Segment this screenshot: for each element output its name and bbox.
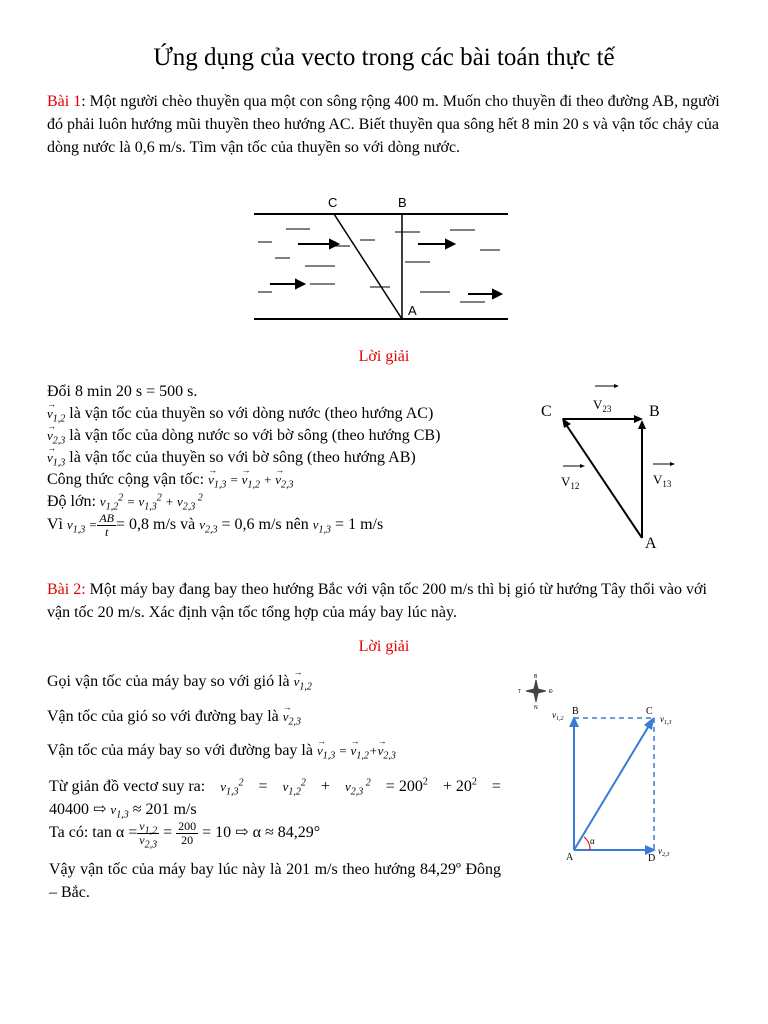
river-label-b: B (398, 195, 407, 210)
svg-text:Đ: Đ (549, 689, 553, 695)
bai1-line1: Đổi 8 min 20 s = 500 s. (47, 383, 198, 400)
current-arrows (270, 240, 501, 298)
bai2-line6: Vậy vận tốc của máy bay lúc này là 201 m/s theo hướng 84,29º Đông – Bắc. (49, 861, 501, 901)
river-label-c: C (328, 195, 338, 210)
bai2-line1: Gọi vận tốc của máy bay so với gió là → $v_{1,2}$ (47, 670, 312, 693)
water-dashes (258, 229, 500, 302)
label-v12: $V_{12}$ (561, 474, 580, 491)
bai1-text: : Một người chèo thuyền qua một con sông rộng 400 m. Muốn cho thuyền đi theo đường AB, người đó phải luôn hướng mũi thuyền theo hướng AC. Biết thuyền qua sông hết 8 min 20 s và vận tốc chảy của dòng nước là 0,6 m/s. Tìm vận tốc của thuyền so với dòng nước. (47, 93, 720, 156)
bai2-line5: Ta có: tan α = $\frac{v_{1,2}}{v_{2,3}}$ = $\frac{200}{20}$ = 10 ⇨ α ≈ 84,29° (49, 819, 321, 851)
bai2-line4: Từ giản đồ vectơ suy ra: $v_{1,3}^2$ = $v_{1,2}^2$ + $v_{2,3}$ $^2$ = $200^2$ + $20^2$ = 40400 ⇨ $v_{1,3} \approx 201$ m/s (49, 776, 501, 821)
bai1-line6: Độ lớn: $v_{1,2}^2 = v_{1,3}^2 + v_{2,3}$ $^2$ (47, 492, 203, 513)
fraction-v12-v23: $\frac{v_{1,2}}{v_{2,3}}$ (139, 819, 158, 851)
bai1-line3: → $v_{2,3}$ là vận tốc của dòng nước so với bờ sông (theo hướng CB) (47, 424, 440, 447)
label-alpha: α (590, 836, 595, 846)
bai2-problem (47, 578, 723, 624)
plane-vector-figure (548, 700, 688, 868)
svg-text:N: N (534, 705, 538, 710)
rect-label-b: B (572, 706, 579, 717)
bai1-line2: → $v_{1,2}$ là vận tốc của thuyền so với dòng nước (theo hướng AC) (47, 402, 433, 425)
bai2-text: Một máy bay đang bay theo hướng Bắc với vận tốc 200 m/s thì bị gió từ hướng Tây thổi vào với vận tốc 20 m/s. Xác định vận tốc tổng hợp của máy bay lúc này. (47, 581, 707, 621)
bai1-problem (47, 90, 723, 159)
triangle-label-a: A (645, 535, 657, 552)
rect-label-v23: $v_{2,3}$ (658, 846, 670, 858)
bai1-line5: Công thức cộng vận tốc: → $v_{1,3}$ = → $v_{1,2}$ + → $v_{2,3}$ (47, 468, 294, 491)
triangle-label-b: B (649, 403, 660, 420)
bai1-line7: Vì $v_{1,3}$ = $\frac{AB}{t}$ = 0,8 m/s và $v_{2,3} = 0,6$ m/s nên $v_{1,3} = 1$ m/s (47, 511, 384, 539)
svg-text:T: T (518, 689, 522, 695)
bai2-line2: Vận tốc của gió so với đường bay là → $v_{2,3}$ (47, 705, 301, 728)
rect-label-v12: $v_{1,2}$ (552, 710, 564, 722)
river-label-a: A (408, 303, 417, 318)
bai2-label: Bài 2: (47, 581, 86, 598)
line-ac (334, 214, 402, 319)
rect-label-d: D (648, 853, 656, 864)
page-title: Ứng dụng của vecto trong các bài toán thực tế (153, 44, 615, 71)
fraction-200-20: $\frac{200}{20}$ (178, 819, 197, 847)
river-figure (250, 192, 512, 324)
triangle-figure (535, 378, 695, 556)
svg-text:B: B (534, 674, 538, 680)
rect-label-a: A (566, 852, 574, 863)
rect-label-v13: $v_{1,3}$ (660, 714, 672, 726)
bai1-label: Bài 1 (47, 93, 82, 110)
triangle-label-c: C (541, 403, 552, 420)
bai1-line4: → $v_{1,3}$ là vận tốc của thuyền so với bờ sông (theo hướng AB) (47, 446, 416, 469)
fraction-ab-t: $\frac{AB}{t}$ (99, 511, 114, 539)
label-v13: $V_{13}$ (653, 472, 672, 489)
bai2-line3: Vận tốc của máy bay so với đường bay là → $v_{1,3}$ = → $v_{1,2}+\to v_{2,3}$ (47, 739, 396, 762)
bai1-solution-heading: Lời giải (358, 348, 410, 365)
rect-label-c: C (646, 706, 653, 717)
label-v23: $V_{23}$ (593, 397, 612, 414)
bai2-solution-heading: Lời giải (358, 638, 410, 655)
